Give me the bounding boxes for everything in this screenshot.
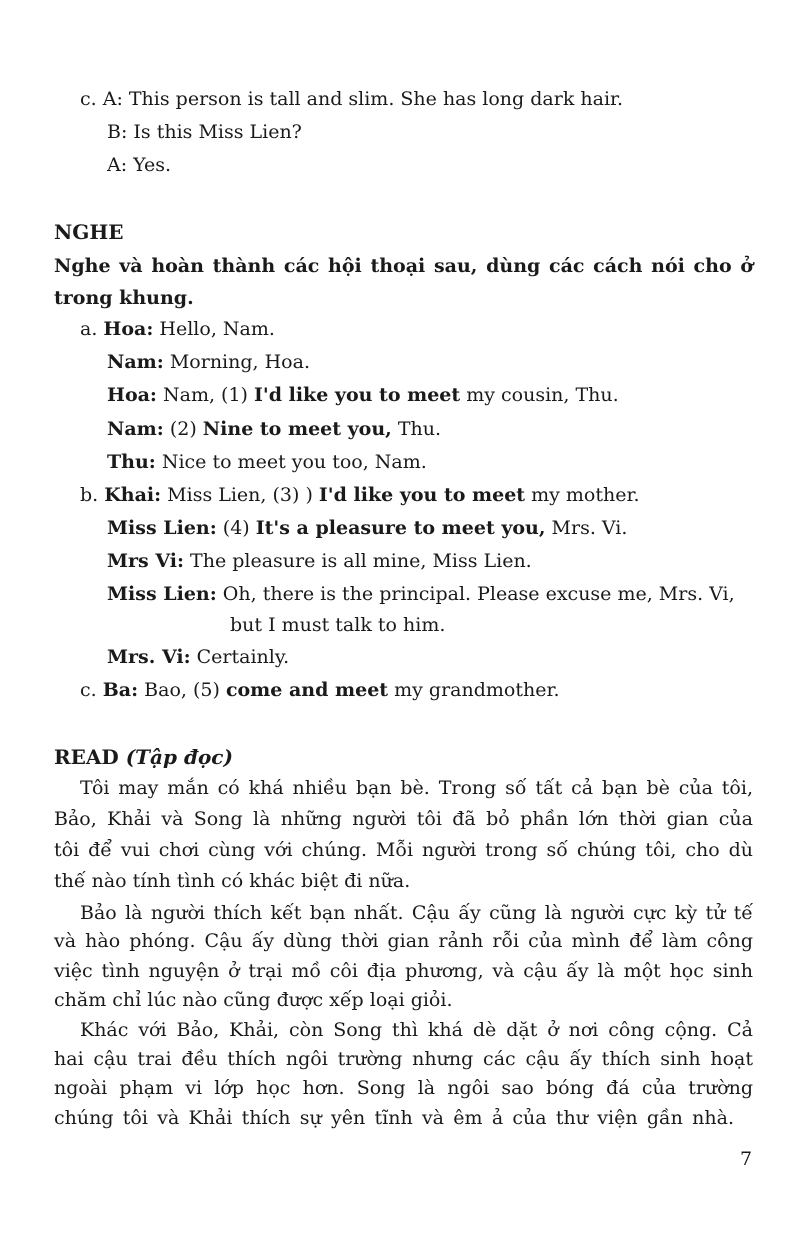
dialogue-line [107,545,532,578]
dialogue-line: c. A: This person is tall and slim. She has long dark hair. [80,88,624,110]
answer-text: I'd like you to meet [318,484,526,506]
item-marker: b. [80,484,99,506]
dialogue-line [107,578,735,611]
dialogue-text: Certainly. [190,646,290,668]
dialogue-text: Nice to meet you too, Nam. [155,451,427,473]
paragraph-line: ngoài phạm vi lớp học hơn. Song là ngôi sao bóng đá của trường [54,1077,753,1099]
dialogue-line [107,512,627,545]
read-title: READ [54,745,119,769]
speaker-name: Hoa: [103,318,154,340]
dialogue-text: (2) [163,418,203,440]
speaker-name: Thu: [107,451,156,473]
dialogue-text: Nam, (1) [156,384,254,406]
page-number: 7 [740,1148,753,1170]
dialogue-line [107,641,289,674]
dialogue-text: (4) [216,517,256,539]
dialogue-text: Bao, (5) [138,679,226,701]
dialogue-text: Hello, Nam. [153,318,275,340]
speaker-name: Khai: [104,484,162,506]
answer-text: Nine to meet you, [202,418,392,440]
dialogue-line: B: Is this Miss Lien? [107,121,302,143]
speaker-name: Nam: [107,418,164,440]
answer-text: I'd like you to meet [254,384,461,406]
dialogue-text: The pleasure is all mine, Miss Lien. [184,550,532,572]
paragraph-line: hai cậu trai đều thích ngôi trường nhưng các cậu ấy thích sinh hoạt [54,1048,753,1070]
item-marker: c. [80,679,97,701]
paragraph-line: Tôi may mắn có khá nhiều bạn bè. Trong số tất cả bạn bè của tôi, [80,777,753,799]
dialogue-text: Mrs. Vi. [545,517,628,539]
dialogue-line [107,413,441,446]
dialogue-text: Thu. [391,418,442,440]
section-heading-read [54,741,233,774]
paragraph-line: và hào phóng. Cậu ấy dùng thời gian rảnh rỗi của mình để làm công [54,930,753,952]
paragraph-line: Bảo, Khải và Song là những người tôi đã bỏ phần lớn thời gian của [54,808,753,830]
paragraph-line: việc tình nguyện ở trại mồ côi địa phương, và cậu ấy là một học sinh [54,960,753,982]
dialogue-text: my grandmother. [388,679,560,701]
dialogue-line [80,313,275,346]
dialogue-line [107,346,310,379]
dialogue-line: A: Yes. [107,154,172,176]
speaker-name: Mrs Vi: [107,550,184,572]
dialogue-text: Morning, Hoa. [163,351,310,373]
paragraph-line: Khác với Bảo, Khải, còn Song thì khá dè dặt ở nơi công cộng. Cả [80,1019,753,1041]
section-heading-listen: NGHE [54,220,124,244]
dialogue-text: Oh, there is the principal. Please excuse me, Mrs. Vi, [216,583,735,605]
read-subtitle: (Tập đọc) [125,745,233,769]
dialogue-line [80,674,560,707]
dialogue-text: Miss Lien, (3) ) [161,484,319,506]
paragraph-line: thế nào tính tình có khác biệt đi nữa. [54,870,411,892]
speaker-name: Mrs. Vi: [107,646,191,668]
instruction-line: trong khung. [54,287,194,309]
paragraph-line: Bảo là người thích kết bạn nhất. Cậu ấy cũng là người cực kỳ tử tế [80,902,753,924]
speaker-name: Miss Lien: [107,583,217,605]
paragraph-line: chúng tôi và Khải thích sự yên tĩnh và êm ả của thư viện gần nhà. [54,1107,734,1129]
dialogue-line [80,479,640,512]
dialogue-line [107,379,619,412]
speaker-name: Hoa: [107,384,157,406]
speaker-name: Ba: [102,679,139,701]
item-marker: a. [80,318,98,340]
dialogue-line [107,446,427,479]
speaker-name: Nam: [107,351,164,373]
answer-text: It's a pleasure to meet you, [255,517,546,539]
listen-instruction [54,250,753,283]
dialogue-text: my cousin, Thu. [460,384,619,406]
answer-text: come and meet [225,679,389,701]
paragraph-line: chăm chỉ lúc nào cũng được xếp loại giỏi. [54,989,453,1011]
dialogue-text: my mother. [525,484,640,506]
paragraph-line: tôi để vui chơi cùng với chúng. Mỗi người trong số chúng tôi, cho dù [54,839,753,861]
speaker-name: Miss Lien: [107,517,217,539]
dialogue-line: but I must talk to him. [230,614,446,636]
instruction-line: Nghe và hoàn thành các hội thoại sau, dùng các cách nói cho ở [54,255,753,277]
